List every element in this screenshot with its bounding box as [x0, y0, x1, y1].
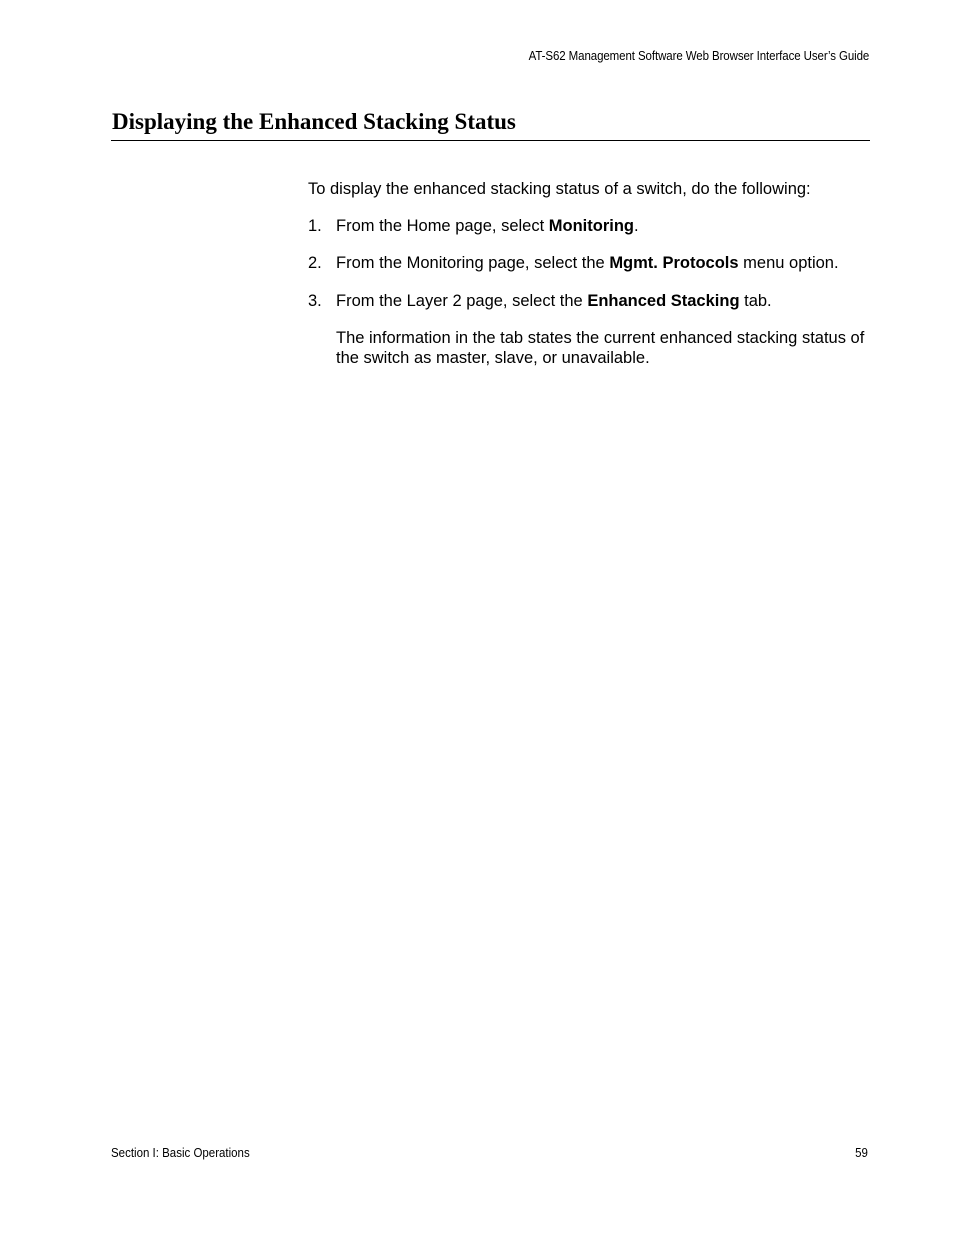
footer-section-label: Section I: Basic Operations — [111, 1146, 250, 1160]
section-title: Displaying the Enhanced Stacking Status — [112, 109, 516, 134]
title-rule — [111, 140, 870, 141]
ui-term: Mgmt. Protocols — [609, 254, 739, 272]
step-number: 1. — [308, 217, 322, 235]
ui-term: Enhanced Stacking — [587, 292, 740, 310]
running-header: AT-S62 Management Software Web Browser Interface User’s Guide — [528, 49, 869, 63]
page-number: 59 — [855, 1146, 868, 1160]
intro-paragraph: To display the enhanced stacking status of a switch, do the following: — [308, 180, 811, 198]
step-3-note: The information in the tab states the current enhanced stacking status of the switch as master, slave, or unavailable. — [336, 329, 865, 367]
step-number: 2. — [308, 254, 322, 272]
ui-term: Monitoring — [548, 217, 634, 235]
step-number: 3. — [308, 292, 322, 310]
step-text: From the Monitoring page, select the Mgmt. Protocols menu option. — [336, 254, 839, 272]
step-text: From the Layer 2 page, select the Enhanced Stacking tab. — [336, 292, 772, 310]
step-text: From the Home page, select Monitoring. — [336, 217, 639, 235]
